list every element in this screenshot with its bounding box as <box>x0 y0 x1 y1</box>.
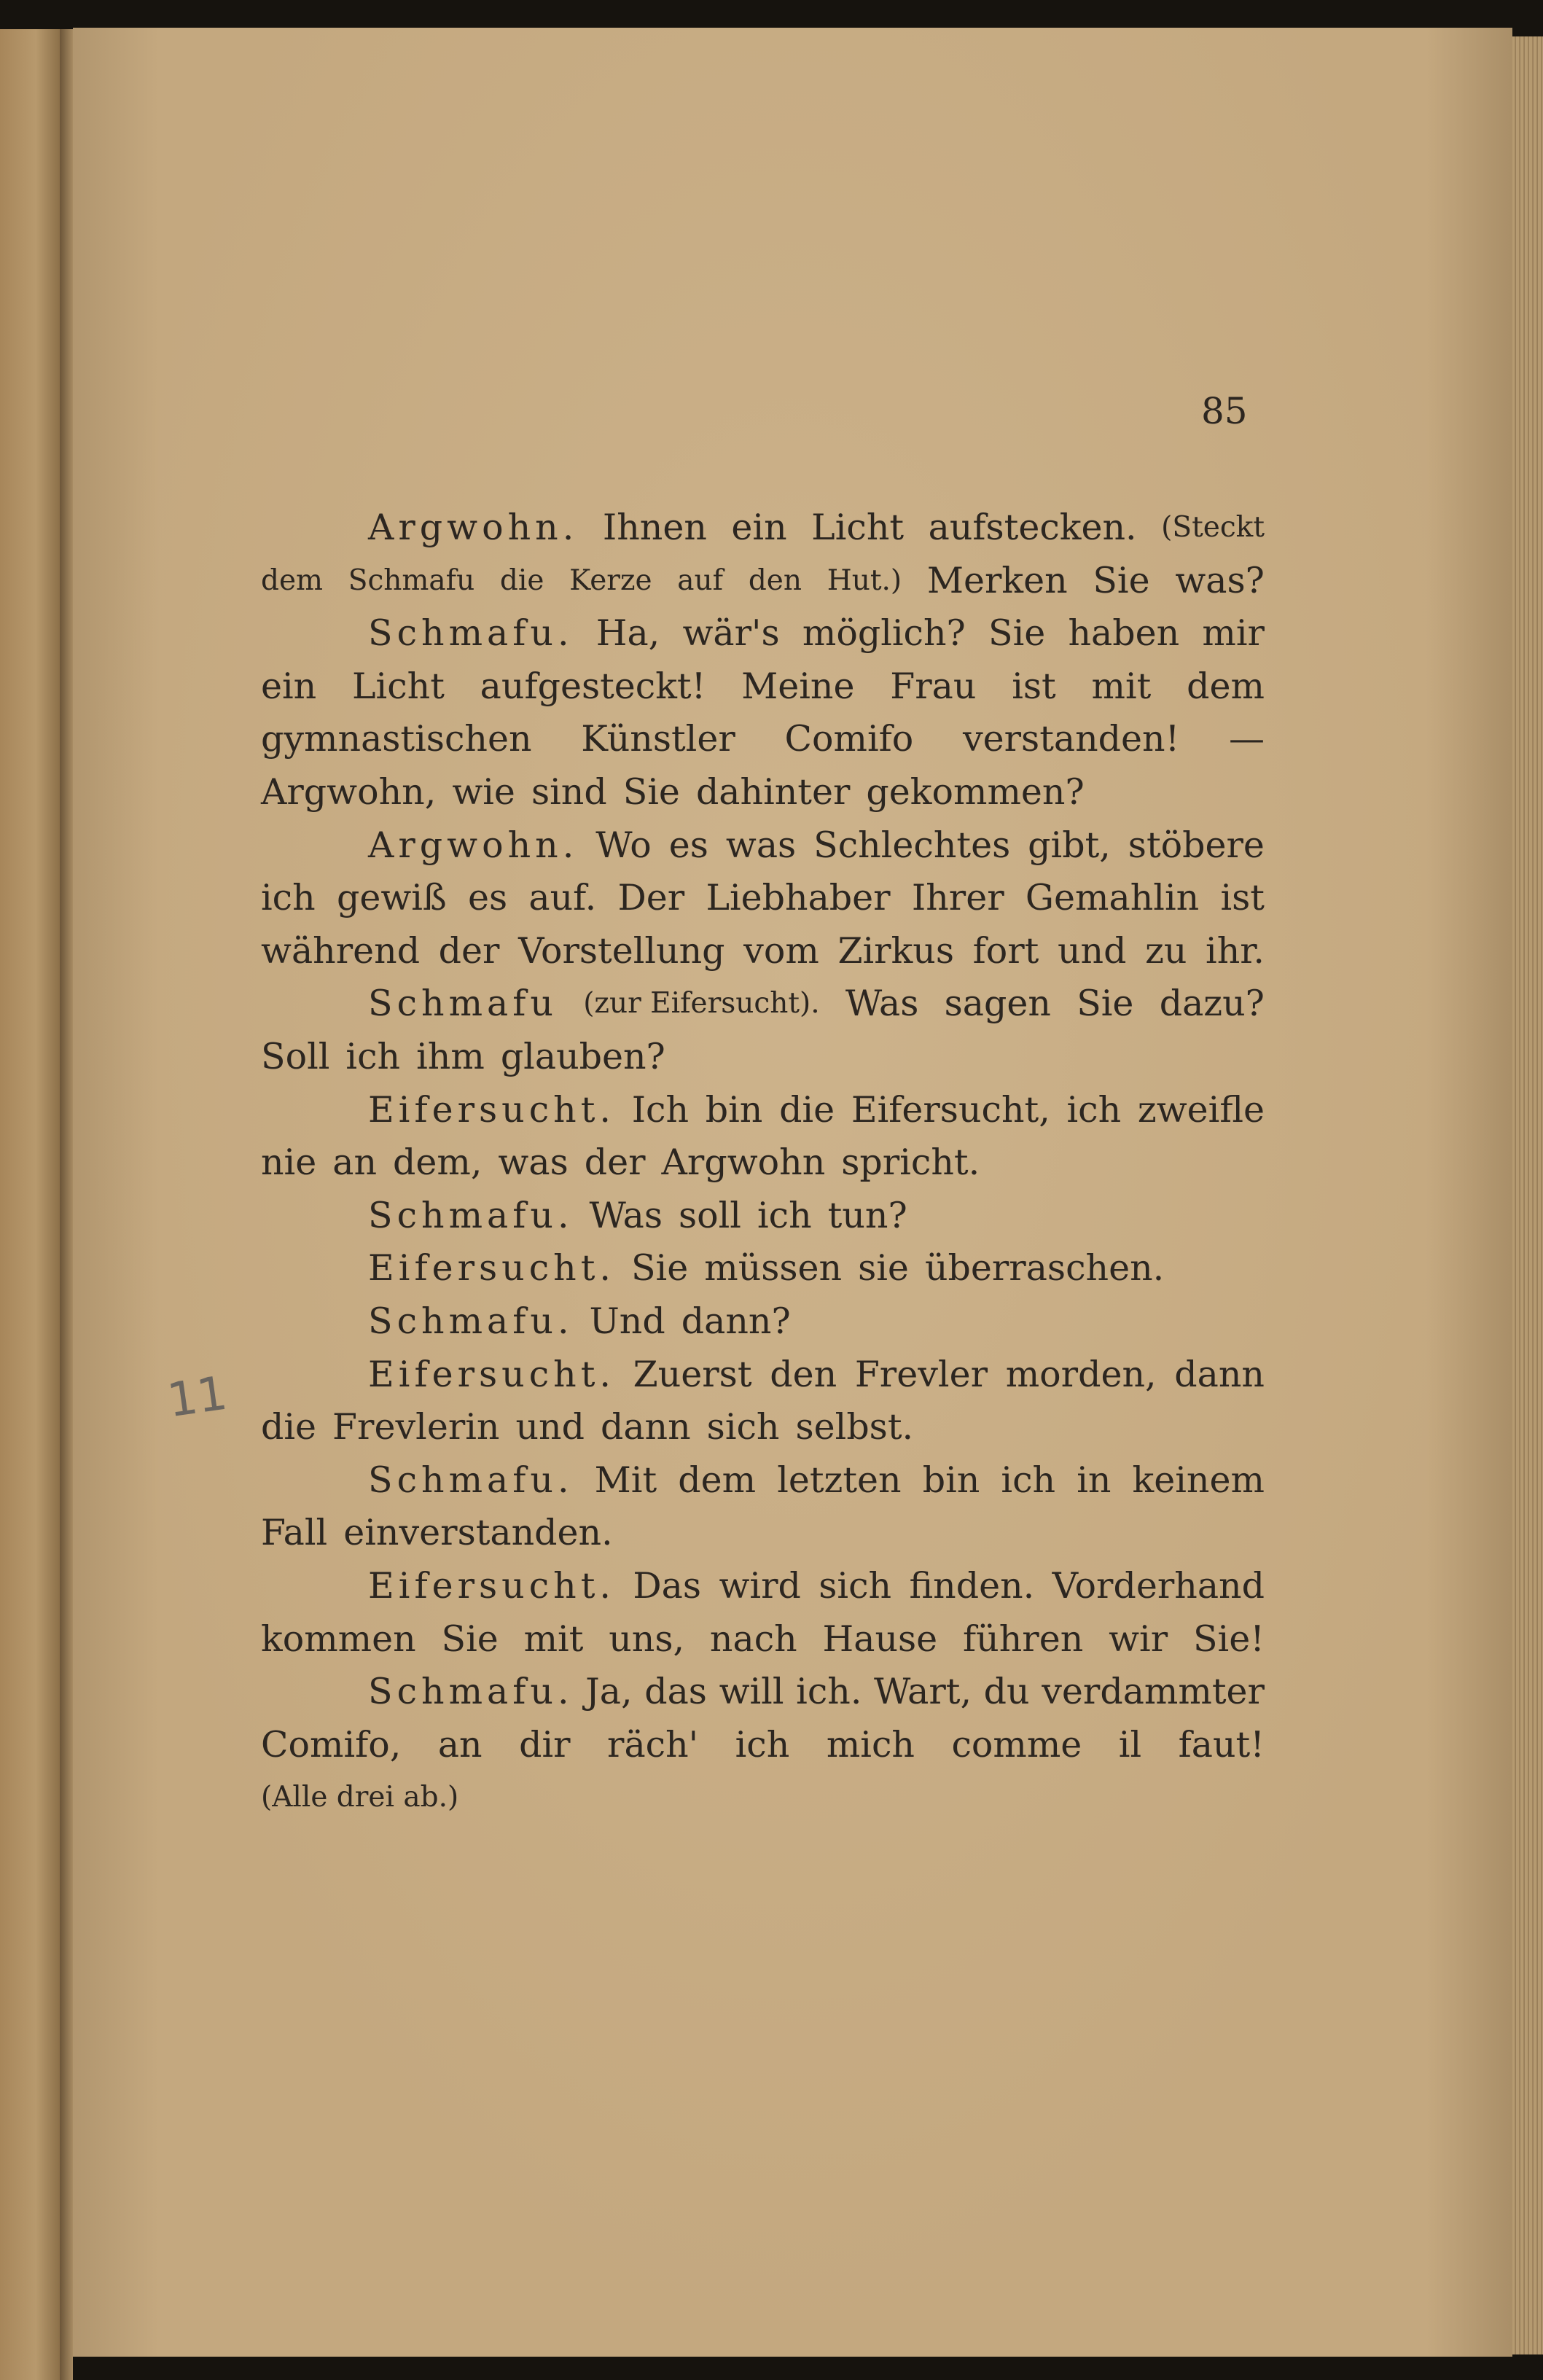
word: führen <box>963 1618 1084 1660</box>
word: Merken <box>926 559 1068 601</box>
word: und <box>1057 929 1127 972</box>
word: — <box>1228 718 1265 760</box>
speaker-name: Schmafu. <box>368 1671 574 1713</box>
text-line <box>261 1771 1265 1824</box>
page-number: 85 <box>1201 390 1248 432</box>
word: dann <box>1174 1353 1265 1395</box>
word: dann <box>600 1406 691 1448</box>
word: ihm <box>416 1036 485 1077</box>
speaker-name: Eifersucht. <box>368 1565 615 1607</box>
word: Soll <box>261 1036 330 1077</box>
word: Eifersucht, <box>851 1088 1050 1131</box>
word: Frevlerin <box>332 1406 500 1448</box>
word: was <box>498 1142 569 1184</box>
word: ich <box>261 877 316 919</box>
word: an <box>332 1142 378 1184</box>
word: stöbere <box>1128 824 1265 866</box>
word: Sie! <box>1192 1618 1265 1660</box>
text-line <box>261 555 1265 607</box>
word: fort <box>972 929 1039 972</box>
word: Zuerst <box>633 1353 752 1395</box>
word: dahinter <box>695 771 851 813</box>
word: gewiß <box>336 877 447 919</box>
word: ich. <box>796 1671 862 1713</box>
word: faut! <box>1178 1723 1265 1766</box>
word: uns, <box>609 1618 685 1660</box>
text-line <box>261 1613 1265 1666</box>
stage-direction: die <box>499 563 544 597</box>
word: wir <box>1109 1618 1168 1660</box>
text-line <box>261 1401 1265 1454</box>
word: ich <box>1001 1459 1056 1501</box>
word: gymnastischen <box>261 718 532 760</box>
word: es <box>668 824 708 866</box>
word: einverstanden. <box>343 1512 613 1554</box>
speaker-name: Eifersucht. <box>368 1247 615 1290</box>
word: nie <box>261 1142 317 1184</box>
word: sie <box>858 1247 909 1290</box>
word: Sie <box>1093 559 1150 601</box>
word: Comifo <box>784 718 914 760</box>
text-line <box>368 978 1265 1030</box>
word: Und <box>589 1300 665 1342</box>
word: dann? <box>681 1300 791 1342</box>
word: wird <box>719 1565 801 1607</box>
word: das <box>644 1671 707 1713</box>
word: ich <box>345 1036 401 1077</box>
word: und <box>515 1406 585 1448</box>
word: was? <box>1175 559 1265 601</box>
word: auf. <box>528 877 597 919</box>
text-line <box>368 819 1265 872</box>
word: Frau <box>890 665 977 707</box>
word: Der <box>617 877 685 919</box>
word: die <box>779 1088 835 1131</box>
word: Hause <box>822 1618 938 1660</box>
word: Sie <box>441 1618 499 1660</box>
word: sagen <box>944 983 1051 1025</box>
word: letzten <box>777 1459 902 1501</box>
word: Argwohn, <box>261 771 437 813</box>
text-line <box>261 766 1265 819</box>
speaker-name: Argwohn. <box>368 507 579 548</box>
word: Sie <box>988 612 1046 655</box>
word: der <box>584 1142 646 1184</box>
word: überraschen. <box>924 1247 1165 1290</box>
text-line <box>261 1719 1265 1771</box>
text-line <box>368 1190 1265 1242</box>
word: bin <box>705 1088 763 1131</box>
word: keinem <box>1132 1459 1265 1501</box>
word: bin <box>922 1459 980 1501</box>
stage-direction: Hut.) <box>827 563 902 597</box>
word: möglich? <box>802 612 966 655</box>
word: Liebhaber <box>706 877 891 919</box>
stage-direction: (Steckt <box>1161 511 1265 544</box>
word: Sie <box>1077 983 1134 1025</box>
speaker-name: Eifersucht. <box>368 1353 615 1395</box>
text-line <box>368 1349 1265 1401</box>
text-line <box>368 1666 1265 1718</box>
speaker-name: Schmafu. <box>368 1300 574 1342</box>
text-line <box>368 502 1265 554</box>
word: spricht. <box>841 1142 980 1184</box>
word: wie <box>452 771 515 813</box>
stage-direction: Schmafu <box>348 563 475 597</box>
text-line <box>368 1560 1265 1612</box>
word: ein <box>731 507 787 548</box>
word: haben <box>1068 612 1180 655</box>
word: Ich <box>631 1088 690 1131</box>
word: Ihnen <box>602 507 707 548</box>
word: Mit <box>594 1459 657 1501</box>
word: ihr. <box>1206 929 1265 972</box>
word: Wo <box>595 824 652 866</box>
word: verstanden! <box>962 718 1180 760</box>
word: Ha, <box>595 612 660 655</box>
word: morden, <box>1005 1353 1157 1395</box>
text-line <box>368 1454 1265 1507</box>
word: ich <box>757 1194 812 1236</box>
word: dem, <box>393 1142 483 1184</box>
stage-direction: (zur Eifersucht). <box>583 987 820 1021</box>
word: zweifle <box>1137 1088 1265 1131</box>
word: will <box>719 1671 784 1713</box>
word: sich <box>706 1406 780 1448</box>
speaker-name: Schmafu. <box>368 1459 574 1501</box>
book-gutter <box>60 29 73 2380</box>
text-line <box>261 660 1265 713</box>
text-line <box>261 872 1265 924</box>
word: Comifo, <box>261 1723 402 1766</box>
word: ich <box>735 1723 790 1766</box>
word: Fall <box>261 1512 328 1554</box>
speaker-name: Argwohn. <box>368 824 579 866</box>
word: während <box>261 929 421 972</box>
word: Schlechtes <box>813 824 1011 866</box>
text-line <box>368 1242 1265 1295</box>
word: finden. <box>909 1565 1035 1607</box>
pencil-annotation: 11 <box>164 1366 231 1429</box>
text-line <box>261 925 1265 978</box>
word: gibt, <box>1028 824 1111 866</box>
word: du <box>983 1671 1030 1713</box>
stage-direction: den <box>748 563 802 597</box>
word: mit <box>523 1618 584 1660</box>
word: Ja, <box>585 1671 633 1713</box>
word: dazu? <box>1159 983 1265 1025</box>
speaker-name: Schmafu. <box>368 612 574 655</box>
word: die <box>261 1406 317 1448</box>
word: räch' <box>607 1723 699 1766</box>
word: Sie <box>630 1247 689 1290</box>
word: Künstler <box>581 718 735 760</box>
word: sind <box>531 771 607 813</box>
word: sich <box>819 1565 892 1607</box>
text-line <box>261 1507 1265 1559</box>
speaker-name: Eifersucht. <box>368 1088 615 1131</box>
text-line <box>261 1031 1265 1083</box>
word: Licht <box>811 507 905 548</box>
word: der <box>438 929 500 972</box>
word: verdammter <box>1042 1671 1265 1713</box>
word: Was <box>845 983 919 1025</box>
word: mich <box>826 1723 915 1766</box>
word: müssen <box>704 1247 843 1290</box>
word: nach <box>709 1618 797 1660</box>
word: es <box>467 877 508 919</box>
word: dem <box>1187 665 1265 707</box>
word: ist <box>1220 877 1265 919</box>
page-stack-edges <box>1512 36 1543 2354</box>
word: Wart, <box>874 1671 972 1713</box>
facing-page-edge <box>0 29 60 2380</box>
text-line <box>261 1136 1265 1189</box>
word: Was <box>589 1194 663 1236</box>
word: glauben? <box>500 1036 665 1077</box>
word: aufstecken. <box>928 507 1137 548</box>
word: ein <box>261 665 317 707</box>
stage-direction: (Alle drei ab.) <box>261 1781 459 1814</box>
stage-direction: auf <box>677 563 724 597</box>
word: vom <box>743 929 819 972</box>
word: aufgesteckt! <box>480 665 706 707</box>
word: tun? <box>827 1194 907 1236</box>
word: mit <box>1091 665 1152 707</box>
speaker-name: Schmafu <box>368 983 558 1025</box>
word: wär's <box>682 612 780 655</box>
word: an <box>437 1723 483 1766</box>
text-line <box>368 1295 1265 1348</box>
word: Meine <box>741 665 855 707</box>
word: Das <box>633 1565 702 1607</box>
word: Ihrer <box>911 877 1004 919</box>
word: Licht <box>352 665 445 707</box>
word: mir <box>1202 612 1265 655</box>
word: Vorstellung <box>518 929 725 972</box>
word: Frevler <box>854 1353 988 1395</box>
word: gekommen? <box>866 771 1085 813</box>
speaker-name: Schmafu. <box>368 1194 574 1236</box>
text-line <box>261 713 1265 765</box>
word: comme <box>951 1723 1082 1766</box>
word: den <box>770 1353 837 1395</box>
text-line <box>368 1084 1265 1136</box>
word: Sie <box>622 771 680 813</box>
word: soll <box>678 1194 741 1236</box>
word: Vorderhand <box>1052 1565 1265 1607</box>
word: was <box>725 824 797 866</box>
stage-direction: Kerze <box>569 563 652 597</box>
word: kommen <box>261 1618 416 1660</box>
stage-direction: dem <box>261 563 324 597</box>
word: dir <box>519 1723 571 1766</box>
word: il <box>1118 1723 1142 1766</box>
word: ist <box>1012 665 1056 707</box>
text-line <box>368 607 1265 660</box>
word: selbst. <box>795 1406 914 1448</box>
word: in <box>1077 1459 1112 1501</box>
word: Argwohn <box>661 1142 826 1184</box>
word: ich <box>1066 1088 1122 1131</box>
word: Zirkus <box>837 929 954 972</box>
word: zu <box>1145 929 1187 972</box>
word: Gemahlin <box>1025 877 1200 919</box>
word: dem <box>678 1459 757 1501</box>
